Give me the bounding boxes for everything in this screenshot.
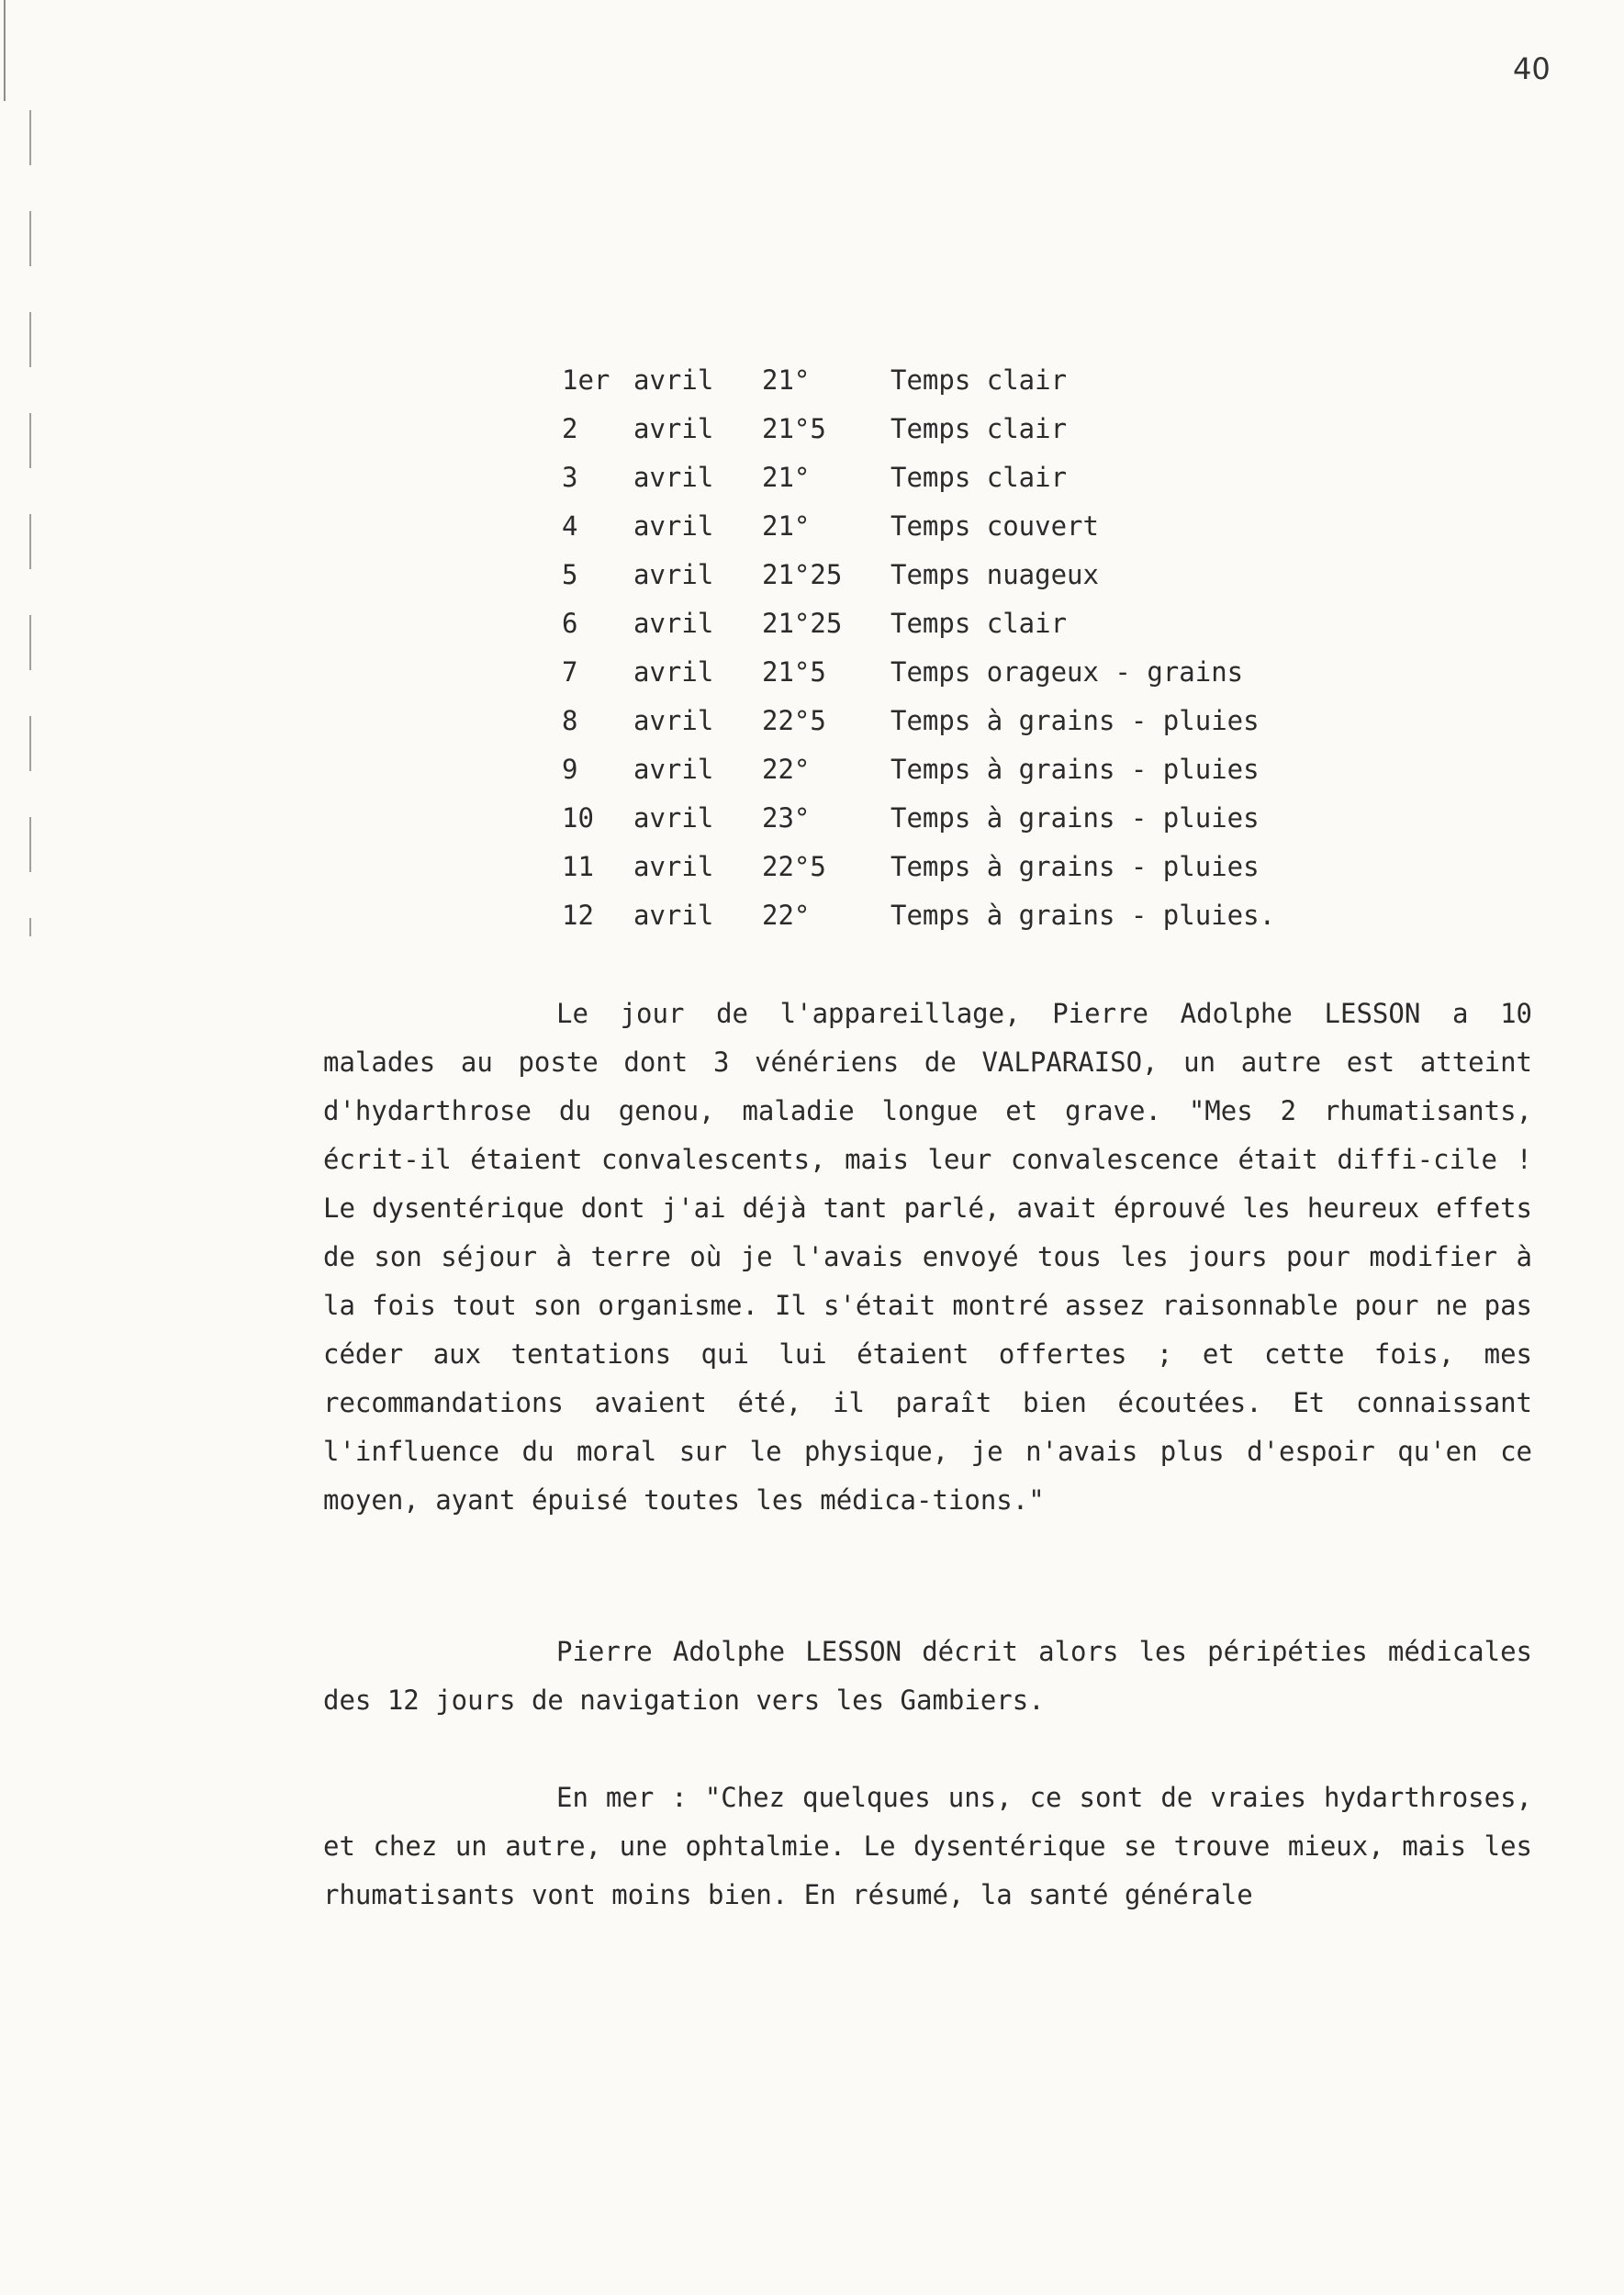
- weather-month: avril: [633, 510, 714, 542]
- weather-temperature: 21°: [762, 462, 811, 493]
- weather-month: avril: [633, 802, 714, 834]
- weather-description: Temps orageux - grains: [890, 656, 1244, 688]
- weather-day: 2: [562, 413, 578, 444]
- weather-temperature: 21°25: [762, 608, 843, 639]
- weather-month: avril: [633, 364, 714, 396]
- weather-temperature: 21°5: [762, 656, 826, 688]
- weather-day: 8: [562, 705, 578, 736]
- weather-description: Temps à grains - pluies: [890, 802, 1260, 834]
- weather-day: 4: [562, 510, 578, 542]
- weather-description: Temps nuageux: [890, 559, 1099, 590]
- body-paragraph: Le jour de l'appareillage, Pierre Adolphe LESSON a 10 malades au poste dont 3 vénériens de VALPARAISO, un autre est atteint d'hydarthrose du genou, maladie longue et grave. "Mes 2 rhumatisants, écrit-il étaient convalescents, mais leur convalescence était diffi-cile ! Le dysentérique dont j'ai déjà tant parlé, avait éprouvé les heureux effets de son séjour à terre où je l'avais envoyé tous les jours pour modifier à la fois tout son organisme. Il s'était montré assez raisonnable pour ne pas céder aux tentations qui lui étaient offertes ; et cette fois, mes recommandations avaient été, il paraît bien écoutées. Et connaissant l'influence du moral sur le physique, je n'avais plus d'espoir qu'en ce moyen, ayant épuisé toutes les médica-tions.": [323, 998, 1532, 1516]
- weather-description: Temps clair: [890, 364, 1068, 396]
- body-paragraph: Pierre Adolphe LESSON décrit alors les péripéties médicales des 12 jours de navigation vers les Gambiers.: [323, 1636, 1532, 1716]
- weather-month: avril: [633, 462, 714, 493]
- weather-description: Temps à grains - pluies.: [890, 900, 1276, 931]
- weather-temperature: 21°: [762, 510, 811, 542]
- scan-edge-mark: [29, 110, 31, 936]
- weather-month: avril: [633, 900, 714, 931]
- weather-description: Temps clair: [890, 608, 1068, 639]
- weather-day: 9: [562, 754, 578, 785]
- weather-day: 3: [562, 462, 578, 493]
- weather-description: Temps clair: [890, 462, 1068, 493]
- scan-edge-mark: [4, 0, 6, 101]
- weather-day: 6: [562, 608, 578, 639]
- weather-description: Temps à grains - pluies: [890, 754, 1260, 785]
- weather-temperature: 22°5: [762, 705, 826, 736]
- weather-month: avril: [633, 608, 714, 639]
- weather-day: 7: [562, 656, 578, 688]
- weather-description: Temps à grains - pluies: [890, 705, 1260, 736]
- weather-month: avril: [633, 656, 714, 688]
- weather-day: 1er: [562, 364, 610, 396]
- weather-temperature: 22°: [762, 754, 811, 785]
- weather-temperature: 21°: [762, 364, 811, 396]
- weather-temperature: 22°5: [762, 851, 826, 882]
- weather-day: 10: [562, 802, 594, 834]
- weather-description: Temps couvert: [890, 510, 1099, 542]
- weather-temperature: 23°: [762, 802, 811, 834]
- weather-temperature: 22°: [762, 900, 811, 931]
- weather-day: 12: [562, 900, 594, 931]
- weather-description: Temps à grains - pluies: [890, 851, 1260, 882]
- weather-temperature: 21°25: [762, 559, 843, 590]
- body-paragraph: En mer : "Chez quelques uns, ce sont de vraies hydarthroses, et chez un autre, une ophtalmie. Le dysentérique se trouve mieux, mais les rhumatisants vont moins bien. En résumé, la santé générale: [323, 1782, 1532, 1910]
- page-number: 40: [1513, 51, 1551, 86]
- weather-temperature: 21°5: [762, 413, 826, 444]
- weather-day: 11: [562, 851, 594, 882]
- weather-month: avril: [633, 754, 714, 785]
- weather-description: Temps clair: [890, 413, 1068, 444]
- weather-month: avril: [633, 851, 714, 882]
- weather-day: 5: [562, 559, 578, 590]
- weather-month: avril: [633, 705, 714, 736]
- weather-month: avril: [633, 559, 714, 590]
- weather-month: avril: [633, 413, 714, 444]
